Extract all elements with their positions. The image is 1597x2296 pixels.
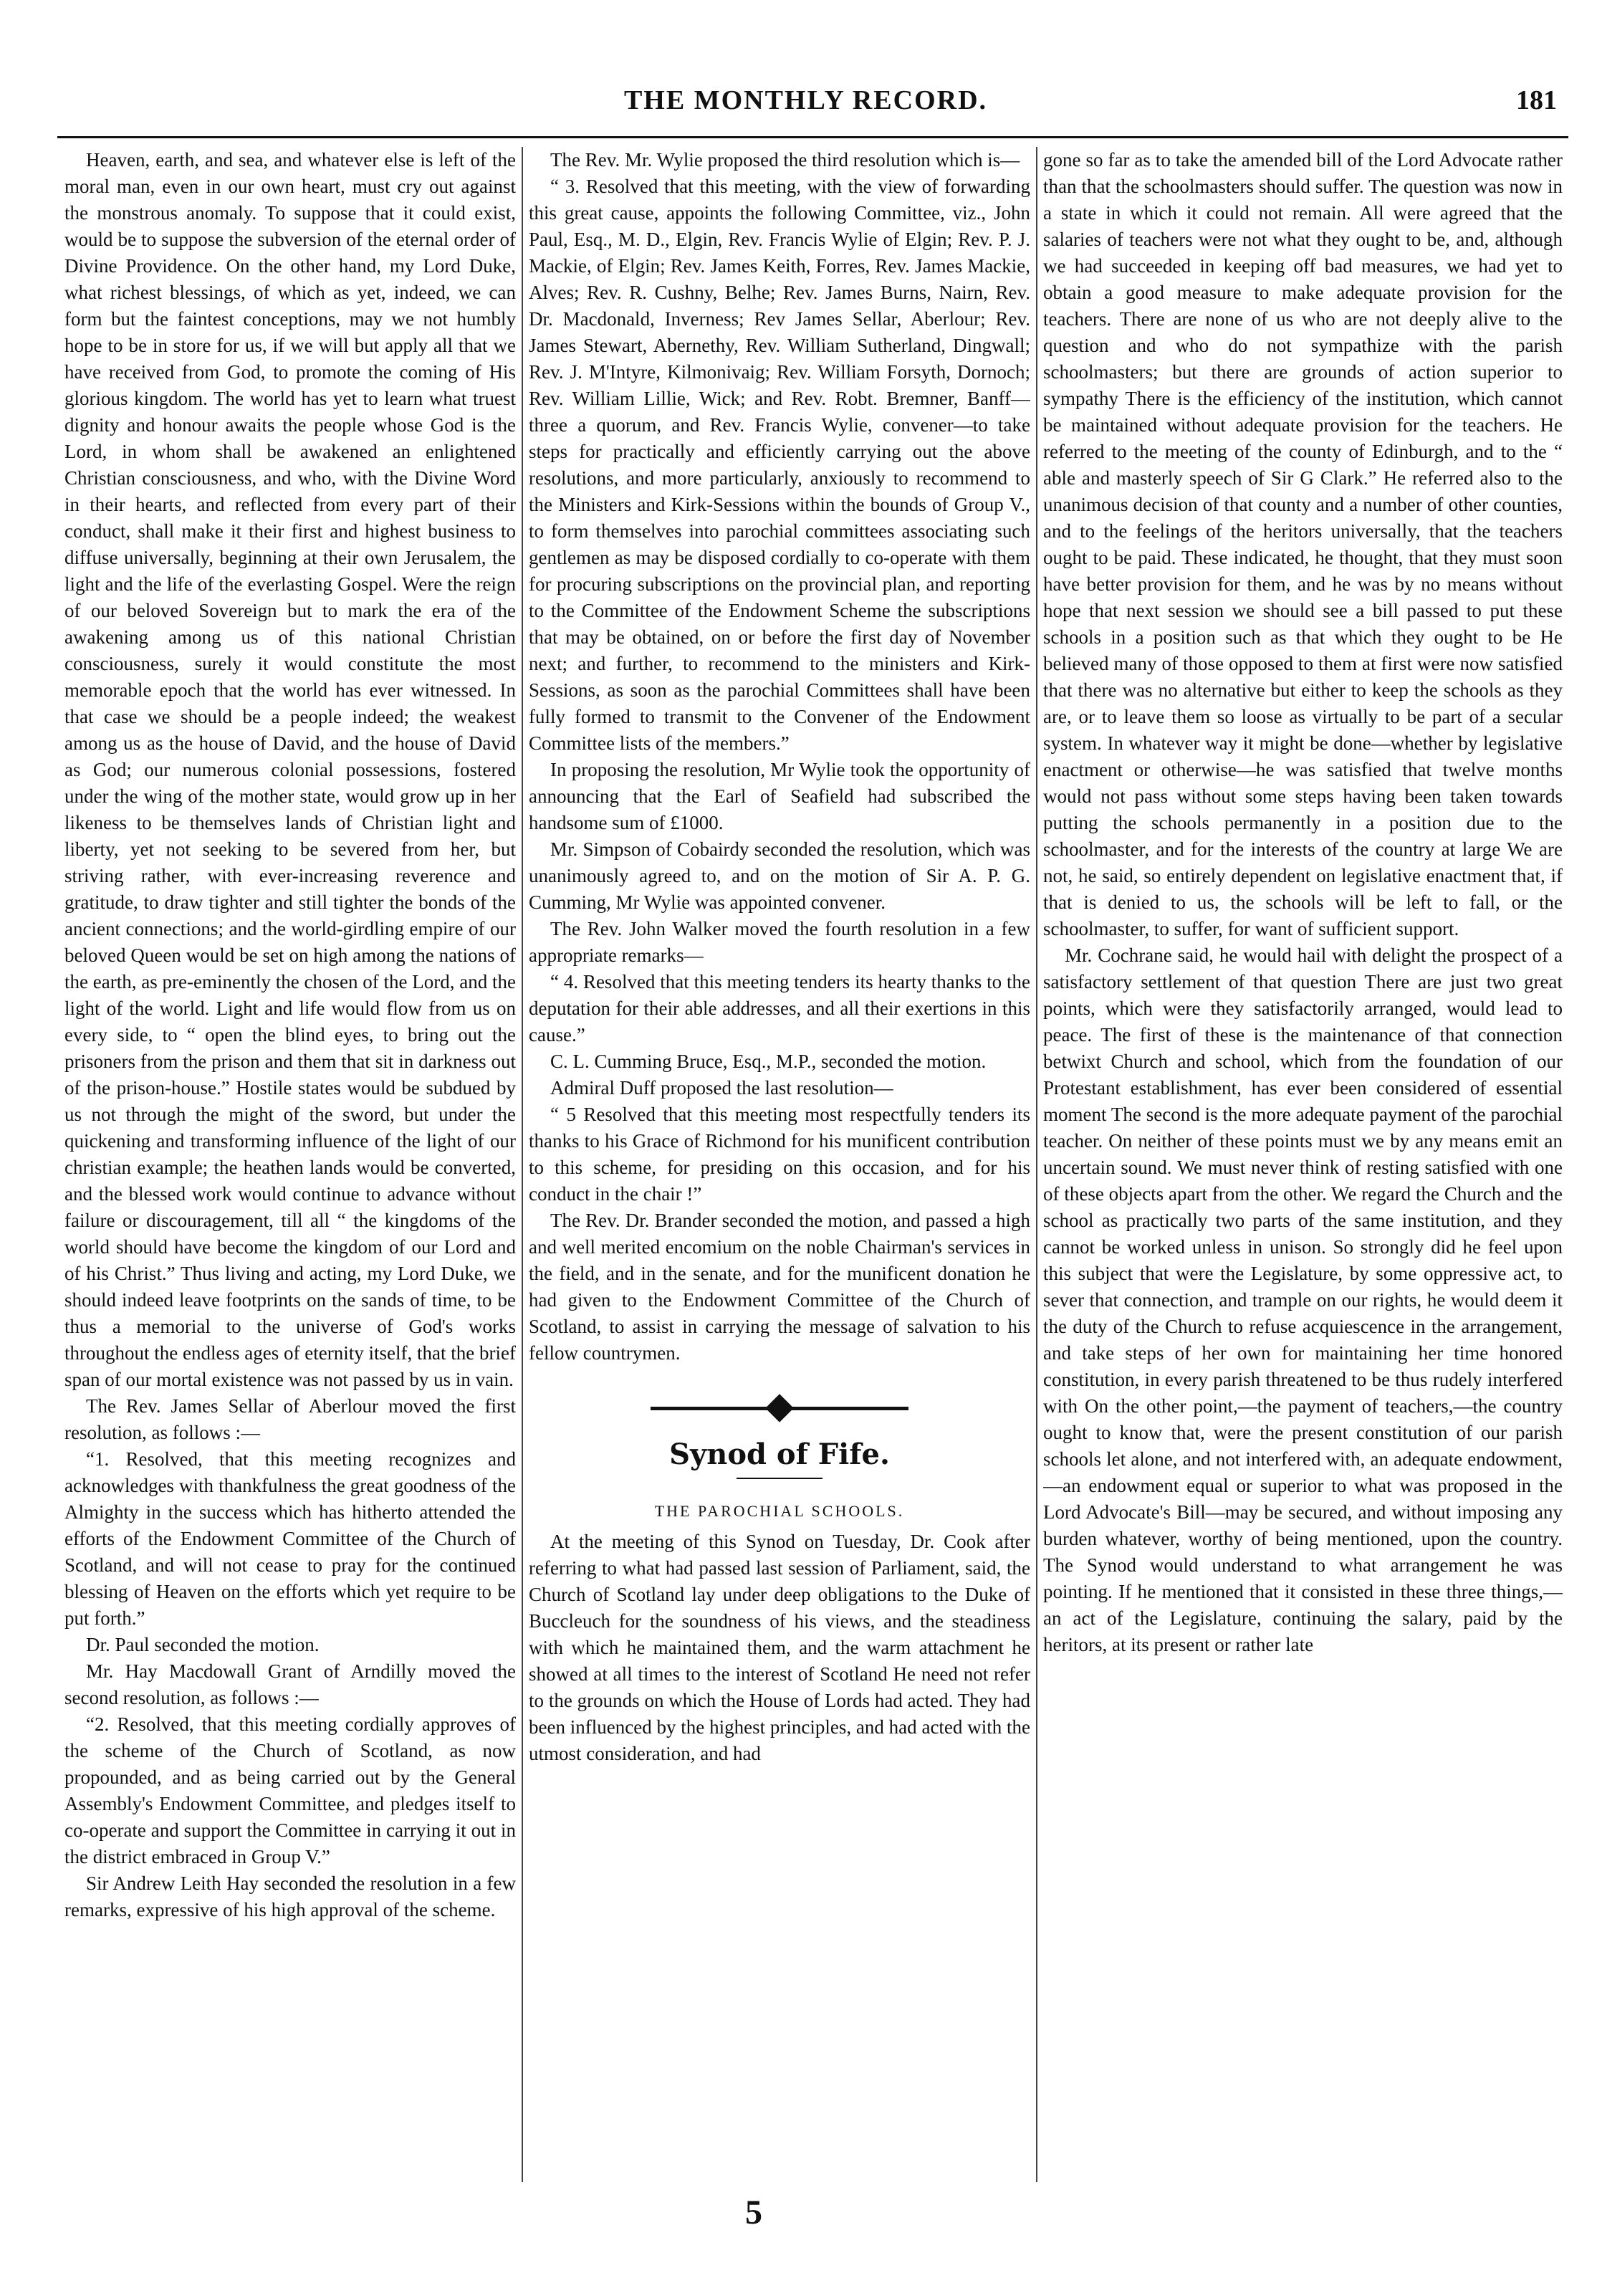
running-header [43, 85, 1568, 135]
paragraph: Mr. Hay Macdowall Grant of Arndilly moved the second resolution, as follows :— [64, 1660, 516, 1708]
column-right [1043, 147, 1563, 2182]
paragraph: Heaven, earth, and sea, and whatever else is left of the moral man, even in our own heart, must cry out against the monstrous anomaly. To suppose that it could exist, would be to suppose the subversion of the eternal order of Divine Providence. On the other hand, my Lord Duke, what richest blessings, of which as yet, indeed, we can form but the faintest conceptions, may we not humbly hope to be in store for us, if we will but apply all that we have received from God, to promote the coming of His glorious kingdom. The world has yet to learn what truest dignity and honour awaits the people whose God is the Lord, in whom shall be awakened an enlightened Christian consciousness, and who, with the Divine Word in their hearts, and reflected from every part of their conduct, shall make it their first and highest business to diffuse universally, beginning at their own Jerusalem, the light and the life of the everlasting Gospel. Were the reign of our beloved Sovereign but to mark the era of the awakening among us of this national Christian consciousness, surely it would constitute the most memorable epoch that the world has ever witnessed. In that case we should be a people indeed; the weakest among us as the house of David, and the house of David as God; our numerous colonial possessions, fostered under the wing of the mother state, would grow up in her likeness to be themselves lands of Christian light and liberty, yet not seeking to be severed from her, but striving rather, with ever-increasing reverence and gratitude, to draw tighter and still tighter the bonds of the ancient connections; and the world-girdling empire of our beloved Queen would be set on high among the nations of the earth, as pre-eminently the chosen of the Lord, and the light of the world. Light and life would flow from us on every side, to “ open the blind eyes, to bring out the prisoners from the prison and them that sit in darkness out of the prison-house.” Hostile states would be subdued by us not through the might of the sword, but under the quickening and transforming influence of the light of our christian example; the heathen lands would be converted, and the blessed work would continue to advance without failure or discouragement, till all “ the kingdoms of the world should have become the kingdom of our Lord and of his Christ.” Thus living and acting, my Lord Duke, we should indeed leave footprints on the sands of time, to be thus a memorial to the universe of God's works throughout the endless ages of eternity itself, that the brief span of our mortal existence was not passed by us in vain. [64, 149, 516, 1390]
section-subheading: THE PAROCHIAL SCHOOLS. [654, 1502, 905, 1520]
paragraph: gone so far as to take the amended bill of the Lord Advocate rather than that the schoolmasters should suffer. The question was now in a state in which it could not remain. All were agreed that the salaries of teachers were not what they ought to be, and, although we had succeeded in keeping off bad measures, we had yet to obtain a good measure to make adequate provision for the teachers. There are none of us who are not deeply alive to the question and who do not sympathize with the parish schoolmasters; but there are grounds of action superior to sympathy There is the efficiency of the institution, which cannot be maintained without adequate provision for the teachers. He referred to the meeting of the county of Edinburgh, and to the “ able and masterly speech of Sir G Clark.” He referred also to the unanimous decision of that county and a number of other counties, and to the feelings of the heritors universally, that the teachers ought to be paid. These indicated, he thought, that they must soon have better provision for them, and he was by no means without hope that next session we should see a bill passed to put these schools in a position such as that which they ought to be He believed many of those opposed to them at first were now satisfied that there was no alternative but either to keep the schools as they are, or to leave them so loose as virtually to be part of a secular system. In whatever way it might be done—whether by legislative enactment or otherwise—he was satisfied that twelve months would not pass without some steps having been taken towards putting the schools permanently in a position due to the schoolmaster, and for the interests of the country at large We are not, he said, so entirely dependent on legislative enactment that, if that is denied to us, the schools will be left to fall, or the schoolmaster, to suffer, for want of sufficient support. [1043, 149, 1563, 939]
paragraph: The Rev. Mr. Wylie proposed the third resolution which is— [550, 149, 1020, 171]
journal-title: THE MONTHLY RECORD. [623, 85, 988, 115]
resolution-paragraph: “ 3. Resolved that this meeting, with the view of forwarding this great cause, appoints the following Committee, viz., John Paul, Esq., M. D., Elgin, Rev. Francis Wylie of Elgin; Rev. P. J. Mackie, of Elgin; Rev. James Keith, Forres, Rev. James Mackie, Alves; Rev. R. Cushny, Belhe; Rev. James Burns, Nairn, Rev. Dr. Macdonald, Inverness; Rev James Sellar, Aberlour; Rev. James Stewart, Abernethy, Rev. William Sutherland, Dingwall; Rev. J. M'Intyre, Kilmonivaig; Rev. William Forsyth, Dornoch; Rev. William Lillie, Wick; and Rev. Robt. Bremner, Banff—three a quorum, and Rev. Francis Wylie, convener—to take steps for practically and efficiently carrying out the above resolutions, and more particularly, anxiously to recommend to the Ministers and Kirk-Sessions within the bounds of Group V., to form themselves into parochial committees associating such gentlemen as may be disposed cordially to co-operate with them for procuring subscriptions on the provincial plan, and reporting to the Committee of the Endowment Scheme the subscriptions that may be obtained, on or before the first day of November next; and further, to recommend to the ministers and Kirk-Sessions, as soon as the parochial Committees shall have been fully formed to transmit to the Convener of the Endowment Committee lists of the members.” [529, 176, 1030, 754]
column-divider [522, 147, 523, 2182]
resolution-paragraph: “2. Resolved, that this meeting cordially approves of the scheme of the Church of Scotland, as now propounded, and as being carried out by the General Assembly's Endowment Committee, and pledges itself to co-operate and support the Committee in carrying it out in the district embraced in Group V.” [64, 1713, 516, 1867]
paragraph: In proposing the resolution, Mr Wylie took the opportunity of announcing that the Earl of Seafield had subscribed the handsome sum of £1000. [529, 759, 1030, 833]
paragraph: Mr. Cochrane said, he would hail with delight the prospect of a satisfactory settlement of that question There are just two great points, which were they satisfactorily arranged, would lead to peace. The first of these is the maintenance of that connection betwixt Church and school, which from the foundation of our Protestant establishment, has ever been considered of essential moment The second is the more adequate payment of the parochial teacher. On neither of these points must we by any means emit an uncertain sound. We must never think of resting satisfied with one of these objects apart from the other. We regard the Church and the school as practically two parts of the same institution, and they cannot be worked unless in unison. So strongly did he feel upon this subject that were the Legislature, by some oppressive act, to sever that connection, and trample on our rights, he would deem it the duty of the Church to refuse acquiescence in the arrangement, and take steps of her own for maintaining her time honored constitution, in every parish threatened to be thus rudely interfered with On the other point,—the payment of teachers,—the country ought to know that, were the present constitution of our parish schools let alone, and not interfered with, an adequate endowment,—an endowment equal or superior to what was proposed in the Lord Advocate's Bill—may be secured, and without imposing any burden whatever, worthy of being mentioned, upon the country. The Synod would understand to what arrangement he was pointing. If he mentioned that it consisted in these three things,—an act of the Legislature, continuing the salary, paid by the heritors, at its present or rather late [1043, 944, 1563, 1655]
paragraph: Sir Andrew Leith Hay seconded the resolution in a few remarks, expressive of his high approval of the scheme. [64, 1872, 516, 1920]
resolution-paragraph: “ 5 Resolved that this meeting most respectfully tenders its thanks to his Grace of Richmond for his munificent contribution to this scheme, for presiding on this occasion, and for his conduct in the chair !” [529, 1104, 1030, 1205]
section-ornament [529, 1391, 1030, 1428]
paragraph: The Rev. John Walker moved the fourth resolution in a few appropriate remarks— [529, 918, 1030, 966]
paragraph: The Rev. James Sellar of Aberlour moved the first resolution, as follows :— [64, 1395, 516, 1443]
column-divider [1036, 147, 1037, 2182]
signature-mark: 5 [745, 2194, 762, 2232]
paragraph: Admiral Duff proposed the last resolution— [550, 1077, 893, 1099]
section-heading: Synod of Fife. [669, 1438, 890, 1471]
paragraph: Mr. Simpson of Cobairdy seconded the resolution, which was unanimously agreed to, and on the motion of Sir A. P. G. Cumming, Mr Wylie was appointed convener. [529, 838, 1030, 913]
text-columns [0, 147, 1597, 2189]
resolution-paragraph: “ 4. Resolved that this meeting tenders its hearty thanks to the deputation for their able addresses, and all their exertions in this cause.” [529, 971, 1030, 1046]
paragraph: The Rev. Dr. Brander seconded the motion, and passed a high and well merited encomium on the noble Chairman's services in the field, and in the senate, and for the munificent donation he had given to the Endowment Committee of the Church of Scotland, to assist in carrying the message of salvation to his fellow countrymen. [529, 1210, 1030, 1364]
paragraph: At the meeting of this Synod on Tuesday, Dr. Cook after referring to what had passed last session of Parliament, said, the Church of Scotland lay under deep obligations to the Duke of Buccleuch for the soundness of his views, and the steadiness with which he maintained them, and the warm attachment he showed at all times to the interest of Scotland He need not refer to the grounds on which the House of Lords had acted. They had been influenced by the highest principles, and had acted with the utmost consideration, and had [529, 1531, 1030, 1764]
heading-rule [737, 1478, 823, 1479]
resolution-paragraph: “1. Resolved, that this meeting recognizes and acknowledges with thankfulness the great goodness of the Almighty in the success which has hitherto attended the efforts of the Endowment Committee of the Church of Scotland, and will not cease to pray for the continued blessing of Heaven on the efforts which yet require to be put forth.” [64, 1448, 516, 1629]
paragraph: C. L. Cumming Bruce, Esq., M.P., seconded the motion. [550, 1051, 987, 1072]
header-rule [57, 136, 1568, 138]
page-number: 181 [1516, 85, 1557, 115]
column-middle [529, 147, 1030, 2182]
paragraph: Dr. Paul seconded the motion. [86, 1634, 320, 1655]
column-left [64, 147, 516, 2182]
